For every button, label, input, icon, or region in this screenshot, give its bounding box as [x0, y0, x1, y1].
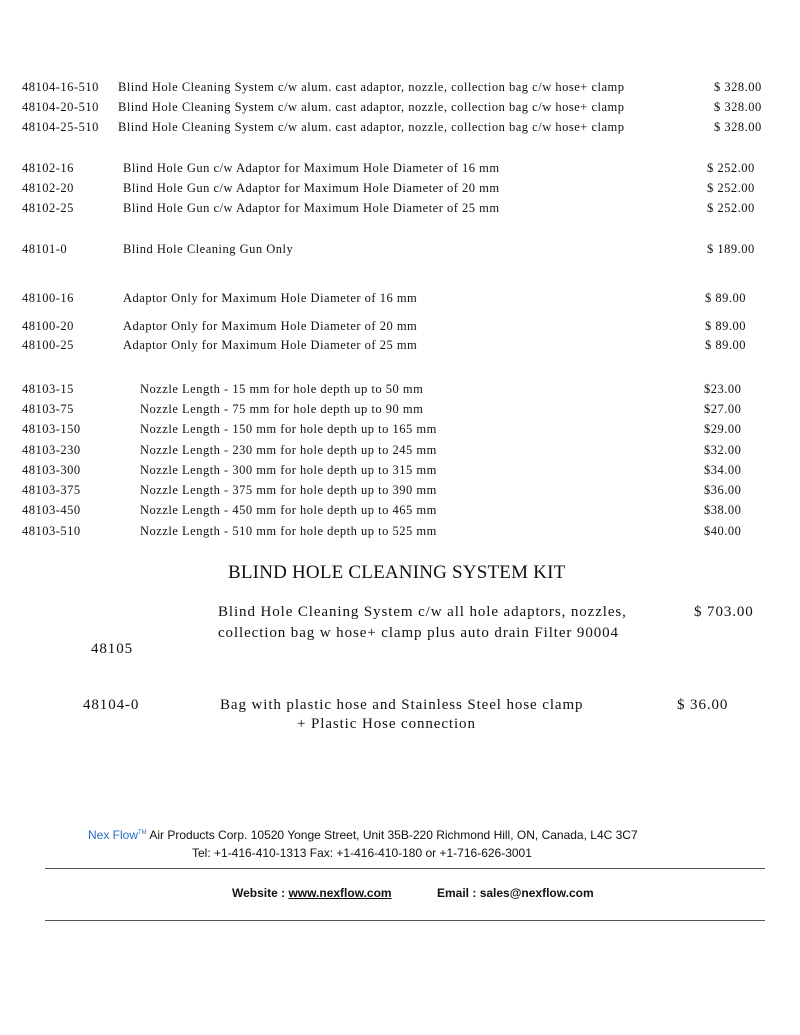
price: $ 328.00: [714, 80, 762, 94]
part-number: 48102-20: [22, 181, 74, 195]
contact-phones: Tel: +1-416-410-1313 Fax: +1-416-410-180 or +1-716-626-3001: [192, 846, 532, 860]
table-row: [0, 402, 800, 420]
table-row: [0, 242, 800, 260]
part-number: 48104-16-510: [22, 80, 99, 94]
price: $ 252.00: [707, 201, 755, 215]
kit-item-price: $ 703.00: [694, 604, 754, 620]
description: Blind Hole Cleaning System c/w alum. cast adaptor, nozzle, collection bag c/w hose+ clamp: [118, 100, 625, 114]
description: Adaptor Only for Maximum Hole Diameter of 25 mm: [123, 338, 418, 352]
price: $27.00: [704, 402, 742, 416]
company-address: [88, 828, 638, 842]
table-row: [0, 100, 800, 118]
part-number: 48102-16: [22, 161, 74, 175]
part-number: 48103-510: [22, 524, 81, 538]
part-number: 48100-25: [22, 338, 74, 352]
table-row: [0, 524, 800, 542]
price: $ 89.00: [705, 319, 746, 333]
price: $38.00: [704, 503, 742, 517]
price: $ 252.00: [707, 161, 755, 175]
kit-item-part-number: 48105: [91, 641, 133, 657]
email-link[interactable]: sales@nexflow.com: [479, 886, 594, 900]
footer-divider-bottom: [45, 920, 765, 921]
email-label: Email :: [437, 886, 480, 900]
website-label: Website :: [232, 886, 289, 900]
brand-name: Nex Flow: [88, 828, 139, 842]
bag-item-description-line1: Bag with plastic hose and Stainless Steel hose clamp: [220, 697, 584, 713]
website-line: [232, 886, 392, 900]
description: Adaptor Only for Maximum Hole Diameter of 16 mm: [123, 291, 418, 305]
kit-title: BLIND HOLE CLEANING SYSTEM KIT: [228, 562, 566, 583]
description: Nozzle Length - 15 mm for hole depth up to 50 mm: [140, 382, 424, 396]
trademark-mark: TM: [138, 830, 147, 836]
part-number: 48103-375: [22, 483, 81, 497]
part-number: 48103-75: [22, 402, 74, 416]
address-text: Air Products Corp. 10520 Yonge Street, Unit 35B-220 Richmond Hill, ON, Canada, L4C 3C7: [146, 828, 638, 842]
website-link[interactable]: www.nexflow.com: [288, 886, 392, 900]
part-number: 48103-230: [22, 443, 81, 457]
part-number: 48103-300: [22, 463, 81, 477]
part-number: 48100-16: [22, 291, 74, 305]
description: Blind Hole Cleaning Gun Only: [123, 242, 294, 256]
price: $40.00: [704, 524, 742, 538]
table-row: [0, 422, 800, 440]
price: $29.00: [704, 422, 742, 436]
table-row: [0, 338, 800, 356]
table-row: [0, 483, 800, 501]
price: $ 189.00: [707, 242, 755, 256]
table-row: [0, 382, 800, 400]
table-row: [0, 161, 800, 179]
table-row: [0, 181, 800, 199]
part-number: 48103-150: [22, 422, 81, 436]
part-number: 48101-0: [22, 242, 68, 256]
description: Nozzle Length - 450 mm for hole depth up to 465 mm: [140, 503, 437, 517]
description: Nozzle Length - 300 mm for hole depth up to 315 mm: [140, 463, 437, 477]
table-row: [0, 80, 800, 98]
table-row: [0, 291, 800, 309]
price: $ 89.00: [705, 338, 746, 352]
price: $ 328.00: [714, 120, 762, 134]
description: Nozzle Length - 75 mm for hole depth up to 90 mm: [140, 402, 424, 416]
bag-item-part-number: 48104-0: [83, 697, 140, 713]
table-row: [0, 503, 800, 521]
part-number: 48103-450: [22, 503, 81, 517]
description: Blind Hole Gun c/w Adaptor for Maximum Hole Diameter of 25 mm: [123, 201, 500, 215]
kit-item-description-line1: Blind Hole Cleaning System c/w all hole adaptors, nozzles,: [218, 604, 627, 620]
description: Nozzle Length - 230 mm for hole depth up to 245 mm: [140, 443, 437, 457]
description: Nozzle Length - 510 mm for hole depth up to 525 mm: [140, 524, 437, 538]
email-line: [437, 886, 594, 900]
kit-item-description-line2: collection bag w hose+ clamp plus auto drain Filter 90004: [218, 625, 619, 641]
price: $32.00: [704, 443, 742, 457]
description: Nozzle Length - 150 mm for hole depth up to 165 mm: [140, 422, 437, 436]
bag-item-price: $ 36.00: [677, 697, 729, 713]
description: Blind Hole Cleaning System c/w alum. cast adaptor, nozzle, collection bag c/w hose+ clamp: [118, 120, 625, 134]
description: Blind Hole Gun c/w Adaptor for Maximum Hole Diameter of 16 mm: [123, 161, 500, 175]
table-row: [0, 319, 800, 337]
price: $34.00: [704, 463, 742, 477]
price: $ 89.00: [705, 291, 746, 305]
part-number: 48103-15: [22, 382, 74, 396]
part-number: 48100-20: [22, 319, 74, 333]
table-row: [0, 443, 800, 461]
footer-divider-top: [45, 868, 765, 869]
table-row: [0, 463, 800, 481]
price: $23.00: [704, 382, 742, 396]
description: Adaptor Only for Maximum Hole Diameter of 20 mm: [123, 319, 418, 333]
part-number: 48102-25: [22, 201, 74, 215]
description: Nozzle Length - 375 mm for hole depth up to 390 mm: [140, 483, 437, 497]
description: Blind Hole Gun c/w Adaptor for Maximum Hole Diameter of 20 mm: [123, 181, 500, 195]
bag-item-description-line2: + Plastic Hose connection: [297, 716, 476, 732]
part-number: 48104-20-510: [22, 100, 99, 114]
description: Blind Hole Cleaning System c/w alum. cast adaptor, nozzle, collection bag c/w hose+ clamp: [118, 80, 625, 94]
price: $ 328.00: [714, 100, 762, 114]
price: $36.00: [704, 483, 742, 497]
table-row: [0, 120, 800, 138]
part-number: 48104-25-510: [22, 120, 99, 134]
price: $ 252.00: [707, 181, 755, 195]
table-row: [0, 201, 800, 219]
